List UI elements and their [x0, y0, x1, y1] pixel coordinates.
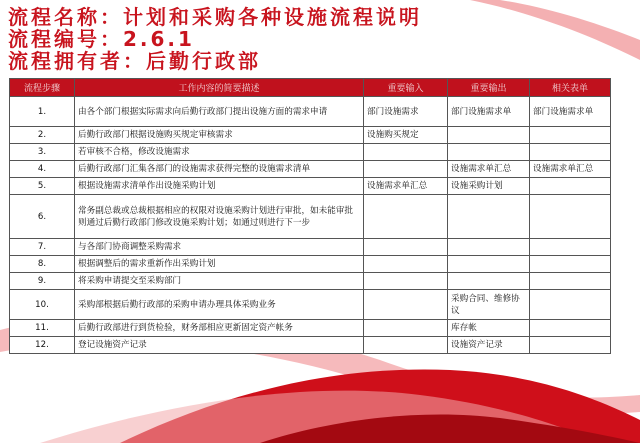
col-header-description: 工作内容的简要描述: [75, 79, 364, 97]
input-cell: [364, 161, 448, 178]
form-cell: [530, 256, 611, 273]
col-header-form: 相关表单: [530, 79, 611, 97]
output-cell: [448, 127, 530, 144]
table-row: [10, 195, 611, 239]
output-cell: [448, 239, 530, 256]
input-cell: [364, 195, 448, 239]
output-cell: 部门设施需求单: [448, 97, 530, 127]
input-cell: [364, 273, 448, 290]
output-cell: 设施需求单汇总: [448, 161, 530, 178]
desc-cell: 由各个部门根据实际需求向后勤行政部门提出设施方面的需求申请: [75, 97, 364, 127]
table-row: [10, 337, 611, 354]
step-cell: 7.: [10, 239, 75, 256]
form-cell: [530, 127, 611, 144]
form-cell: [530, 195, 611, 239]
step-cell: 10.: [10, 290, 75, 320]
desc-cell: 采购部根据后勤行政部的采购申请办理具体采购业务: [75, 290, 364, 320]
title-block: [8, 6, 422, 72]
output-cell: [448, 195, 530, 239]
process-owner: 流程拥有者：后勤行政部: [8, 49, 261, 73]
step-cell: 4.: [10, 161, 75, 178]
process-table: [9, 78, 611, 354]
desc-cell: 根据调整后的需求重新作出采购计划: [75, 256, 364, 273]
table-header-row: [10, 79, 611, 97]
input-cell: [364, 239, 448, 256]
desc-cell: 后勤行政部门汇集各部门的设施需求获得完整的设施需求清单: [75, 161, 364, 178]
input-cell: [364, 256, 448, 273]
form-cell: 部门设施需求单: [530, 97, 611, 127]
input-cell: 部门设施需求: [364, 97, 448, 127]
table-row: [10, 178, 611, 195]
form-cell: [530, 337, 611, 354]
process-number: 流程编号：2.6.1: [8, 27, 195, 51]
table-row: [10, 256, 611, 273]
form-cell: 设施需求单汇总: [530, 161, 611, 178]
input-cell: 设施购买规定: [364, 127, 448, 144]
table-row: [10, 161, 611, 178]
step-cell: 6.: [10, 195, 75, 239]
col-header-input: 重要输入: [364, 79, 448, 97]
table-row: [10, 290, 611, 320]
form-cell: [530, 239, 611, 256]
input-cell: 设施需求单汇总: [364, 178, 448, 195]
table-row: [10, 97, 611, 127]
step-cell: 2.: [10, 127, 75, 144]
desc-cell: 后勤行政部进行到货检验，财务部相应更新固定资产帐务: [75, 320, 364, 337]
process-name: 流程名称：计划和采购各种设施流程说明: [8, 5, 422, 29]
step-cell: 1.: [10, 97, 75, 127]
desc-cell: 根据设施需求清单作出设施采购计划: [75, 178, 364, 195]
input-cell: [364, 290, 448, 320]
output-cell: 采购合同、维修协议: [448, 290, 530, 320]
desc-cell: 若审核不合格，修改设施需求: [75, 144, 364, 161]
step-cell: 8.: [10, 256, 75, 273]
desc-cell: 常务副总裁或总裁根据相应的权限对设施采购计划进行审批，如未能审批则通过后勤行政部门修改设施采购计划；如通过则进行下一步: [75, 195, 364, 239]
table-row: [10, 127, 611, 144]
col-header-output: 重要输出: [448, 79, 530, 97]
input-cell: [364, 337, 448, 354]
table-row: [10, 239, 611, 256]
step-cell: 11.: [10, 320, 75, 337]
output-cell: 库存帐: [448, 320, 530, 337]
desc-cell: 登记设施资产记录: [75, 337, 364, 354]
form-cell: [530, 290, 611, 320]
form-cell: [530, 178, 611, 195]
input-cell: [364, 320, 448, 337]
step-cell: 9.: [10, 273, 75, 290]
output-cell: [448, 144, 530, 161]
desc-cell: 将采购申请提交至采购部门: [75, 273, 364, 290]
input-cell: [364, 144, 448, 161]
step-cell: 3.: [10, 144, 75, 161]
output-cell: 设施资产记录: [448, 337, 530, 354]
form-cell: [530, 320, 611, 337]
table-row: [10, 144, 611, 161]
form-cell: [530, 273, 611, 290]
col-header-step: 流程步骤: [10, 79, 75, 97]
output-cell: [448, 273, 530, 290]
form-cell: [530, 144, 611, 161]
step-cell: 12.: [10, 337, 75, 354]
step-cell: 5.: [10, 178, 75, 195]
table-row: [10, 320, 611, 337]
table-row: [10, 273, 611, 290]
output-cell: 设施采购计划: [448, 178, 530, 195]
desc-cell: 与各部门协商调整采购需求: [75, 239, 364, 256]
desc-cell: 后勤行政部门根据设施购买规定审核需求: [75, 127, 364, 144]
output-cell: [448, 256, 530, 273]
